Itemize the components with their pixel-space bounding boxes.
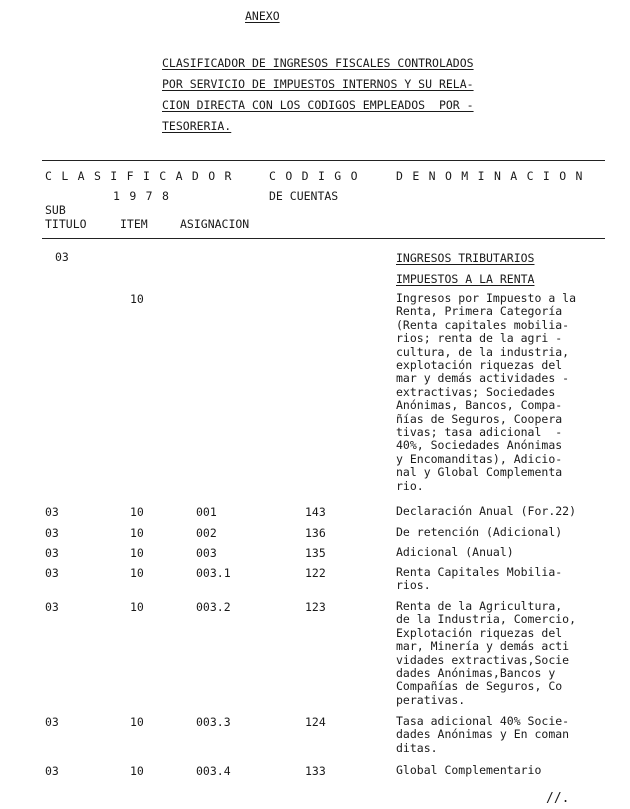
denominacion-line: Global Complementario	[396, 763, 542, 777]
intro-line-2: POR SERVICIO DE IMPUESTOS INTERNOS Y SU RELA-	[162, 77, 474, 91]
denominacion-line: Renta Capitales Mobilia-	[396, 565, 563, 579]
row-asignacion: 003.1	[196, 566, 231, 580]
row-asignacion: 003.4	[196, 764, 231, 778]
description-line: 40%, Sociedades Anónimas	[396, 438, 563, 453]
row-item: 10	[130, 505, 144, 519]
description-line: cultura, de la industria,	[396, 344, 570, 359]
description-line: ñías de Seguros, Coopera	[396, 411, 563, 426]
denominacion-line: mar, Minería y demás acti	[396, 639, 570, 654]
denominacion-line: Explotación riquezas del	[396, 625, 563, 640]
header-titulo: TITULO	[45, 217, 87, 231]
denominacion-line: Tasa adicional 40% Socie-	[396, 714, 570, 728]
description-line: Anónimas, Bancos, Compa-	[396, 398, 563, 413]
description-line: (Renta capitales mobilia-	[396, 317, 570, 332]
row-codigo: 123	[305, 600, 326, 614]
row-subtitulo: 03	[45, 764, 59, 778]
denominacion-line: dades Anónimas,Bancos y	[396, 666, 556, 681]
denominacion-line: vidades extractivas,Socie	[396, 652, 570, 667]
description-line: Renta, Primera Categoría	[396, 304, 563, 319]
denominacion-line: Declaración Anual (For.22)	[396, 504, 577, 518]
row-item: 10	[130, 764, 144, 778]
row-subtitulo: 03	[45, 546, 59, 560]
row-denominacion	[396, 600, 614, 707]
description-line: mar y demás actividades -	[396, 371, 570, 386]
row-item: 10	[130, 566, 144, 580]
header-denominacion: DENOMINACION	[396, 169, 592, 183]
row-subtitulo: 03	[45, 505, 59, 519]
denominacion-line: Compañías de Seguros, Co	[396, 679, 563, 694]
row-item: 10	[130, 715, 144, 729]
description-line: explotación riquezas del	[396, 358, 563, 373]
description-line: extractivas; Sociedades	[396, 384, 556, 399]
section-subtitulo: 03	[55, 250, 69, 264]
row-asignacion: 001	[196, 505, 217, 519]
row-subtitulo: 03	[45, 600, 59, 614]
denominacion-line: ditas.	[396, 740, 438, 755]
header-top-rule	[42, 160, 605, 161]
denominacion-line: Adicional (Anual)	[396, 545, 514, 559]
description-line: Ingresos por Impuesto a la	[396, 291, 577, 305]
row-codigo: 124	[305, 715, 326, 729]
intro-line-1: CLASIFICADOR DE INGRESOS FISCALES CONTROLADOS	[162, 56, 474, 70]
header-codigo: CODIGO	[269, 169, 367, 183]
header-asignacion: ASIGNACION	[180, 217, 250, 231]
header-item: ITEM	[120, 217, 148, 231]
header-de-cuentas: DE CUENTAS	[269, 189, 339, 203]
row-item: 10	[130, 546, 144, 560]
description-line: rio.	[396, 478, 424, 493]
header-sub: SUB	[45, 203, 66, 217]
row-codigo: 122	[305, 566, 326, 580]
header-bottom-rule	[42, 238, 605, 239]
row-subtitulo: 03	[45, 526, 59, 540]
row-codigo: 136	[305, 526, 326, 540]
section-heading-renta: IMPUESTOS A LA RENTA	[396, 272, 535, 286]
header-clasificador: CLASIFICADOR	[45, 169, 241, 183]
row-item: 10	[130, 526, 144, 540]
denominacion-line: rios.	[396, 578, 431, 593]
row-codigo: 135	[305, 546, 326, 560]
row-denominacion	[396, 764, 614, 777]
row-asignacion: 002	[196, 526, 217, 540]
row-denominacion	[396, 546, 614, 559]
description-line: rios; renta de la agri -	[396, 331, 563, 346]
row-denominacion	[396, 526, 614, 539]
section-heading-tributarios: INGRESOS TRIBUTARIOS	[396, 251, 535, 265]
row-subtitulo: 03	[45, 715, 59, 729]
intro-line-3: CION DIRECTA CON LOS CODIGOS EMPLEADOS POR -	[162, 98, 474, 112]
row-item: 10	[130, 600, 144, 614]
row-codigo: 133	[305, 764, 326, 778]
row-denominacion	[396, 715, 614, 755]
row-asignacion: 003.3	[196, 715, 231, 729]
description-line: y Encomanditas), Adicio-	[396, 451, 563, 466]
annex-title: ANEXO	[245, 9, 280, 23]
denominacion-line: perativas.	[396, 692, 466, 707]
description-line: tivas; tasa adicional -	[396, 425, 563, 440]
row-denominacion	[396, 505, 614, 518]
description-line: nal y Global Complementa	[396, 465, 563, 480]
continuation-mark: //.	[546, 791, 570, 806]
row-codigo: 143	[305, 505, 326, 519]
denominacion-line: De retención (Adicional)	[396, 525, 563, 539]
row-asignacion: 003.2	[196, 600, 231, 614]
section-item: 10	[130, 292, 144, 306]
denominacion-line: de la Industria, Comercio,	[396, 612, 577, 627]
denominacion-line: dades Anónimas y En coman	[396, 727, 570, 742]
header-year: 1978	[113, 189, 179, 203]
intro-line-4: TESORERIA.	[162, 119, 232, 133]
row-asignacion: 003	[196, 546, 217, 560]
row-denominacion	[396, 566, 614, 593]
row-subtitulo: 03	[45, 566, 59, 580]
section-item-description	[396, 292, 614, 493]
denominacion-line: Renta de la Agricultura,	[396, 599, 563, 613]
